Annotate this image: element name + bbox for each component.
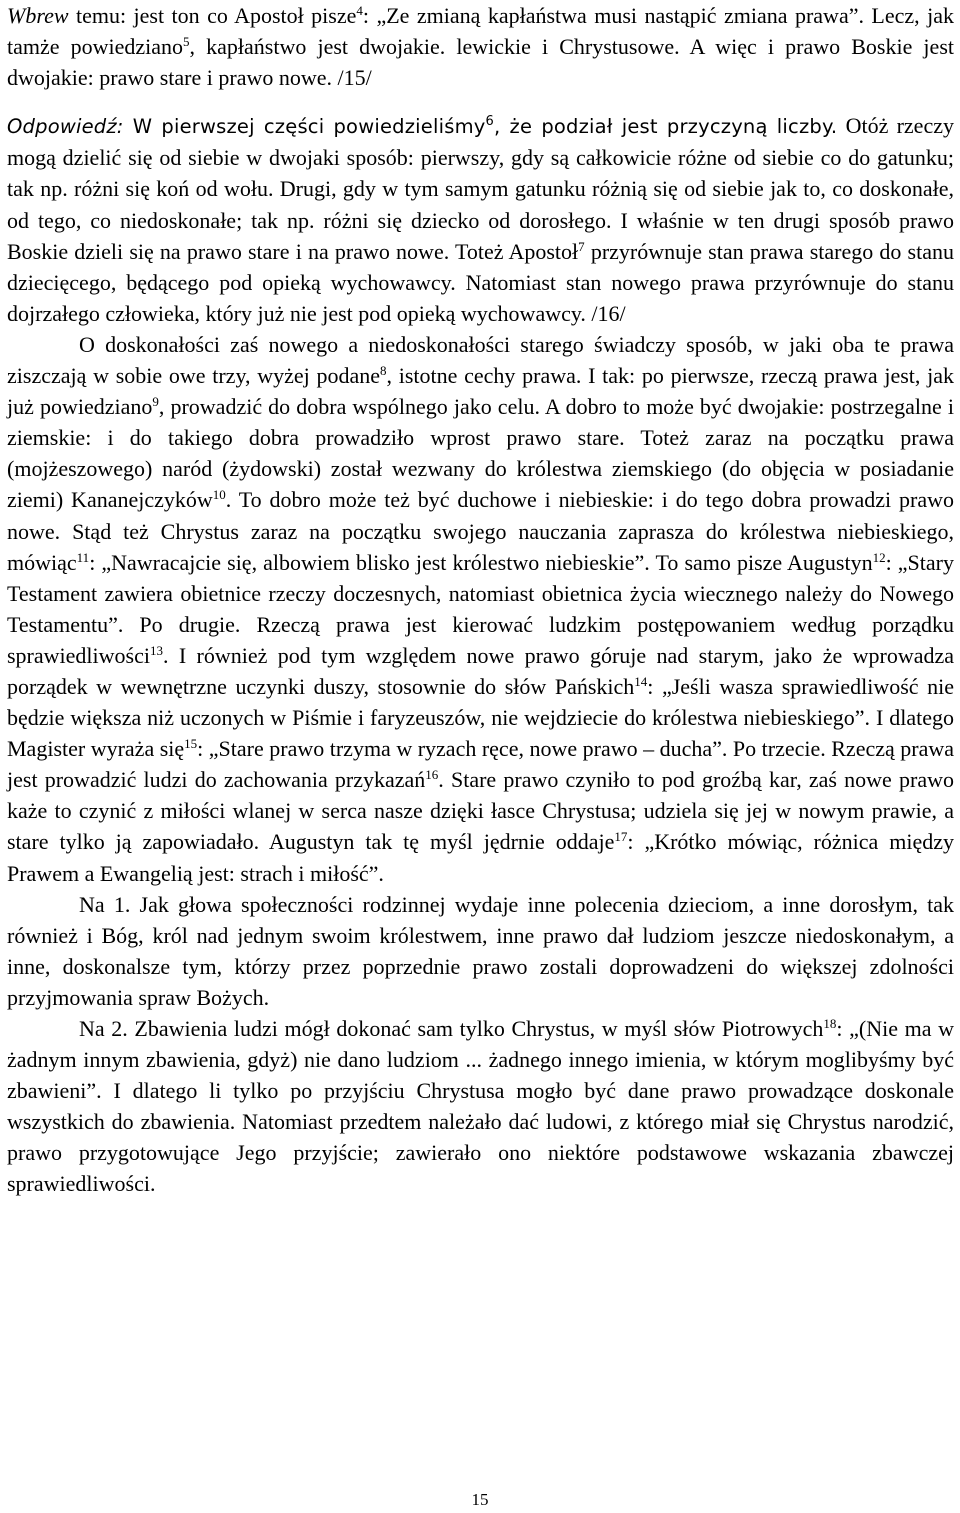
text-run: . Stare prawo czyniło to pod groźbą kar, zaś nowe prawo każe to czynić z miłości wlanej w serca nasze dzięki łasce Chrystusa; udziela się jej w nowym prawie, a stare tylko ją zapowiadało. Augustyn tak tę myśl jędrnie oddaje bbox=[7, 767, 954, 855]
text-run: O doskonałości zaś nowego a niedoskonałości starego świadczy sposób, w jaki oba te prawa ziszczają w sobie owe trzy, wyżej podane bbox=[7, 331, 954, 389]
paragraph-perfection bbox=[7, 329, 954, 889]
text-run: , że podział jest przyczyną liczby. bbox=[494, 115, 838, 139]
footnote-ref: 6 bbox=[485, 114, 494, 130]
text-run: : „Krótko mówiąc, różnica między Prawem a Ewangelią jest: strach i miłość”. bbox=[7, 829, 954, 886]
text-run: W pierwszej części powiedzieliśmy bbox=[123, 115, 486, 139]
text-run: Na 2. Zbawienia ludzi mógł dokonać sam tylko Chrystus, w myśl słów Piotrowych bbox=[79, 1016, 824, 1041]
footnote-ref: 5 bbox=[183, 34, 190, 50]
footnote-ref: 13 bbox=[149, 642, 163, 658]
text-run: Toteż Apostoł bbox=[449, 238, 579, 264]
document-body bbox=[7, 0, 954, 1200]
text-run: , prowadzić do dobra wspólnego jako celu. A dobro to może być dwojakie: postrzegalne i ziemskie: i do takiego dobra prowadziło wprost prawo stare. Toteż zaraz na początku prawa (mojżeszowego) naród (żydowski) został wezwany do królestwa ziemskiego (do objęcia w posiadanie ziemi) Kananejczyków bbox=[7, 394, 954, 513]
footnote-ref: 11 bbox=[76, 549, 90, 565]
text-run: temu: jest ton co Apostoł pisze bbox=[68, 3, 357, 28]
text-run: przyrównuje stan prawa starego do stanu dziecięcego, będącego pod opieką wychowawcy. Natomiast stan nowego prawa przyrównuje do stanu dojrzałego człowieka, który już nie jest pod opieką wychowawcy. /16/ bbox=[7, 238, 954, 326]
footnote-ref: 8 bbox=[380, 363, 387, 379]
footnote-ref: 18 bbox=[823, 1016, 837, 1031]
footnote-ref: 7 bbox=[578, 238, 585, 254]
text-run: : „Stary Testament zawiera obietnice rzeczy doczesnych, natomiast obietnica życia wiecznego należy do Nowego Testamentu”. Po drugie. Rzeczą prawa jest kierować ludzkim postępowaniem według porządku sprawiedliwości bbox=[7, 549, 954, 668]
paragraph-reply-1 bbox=[7, 889, 954, 1013]
footnote-ref: 16 bbox=[425, 767, 439, 783]
footnote-ref: 14 bbox=[634, 673, 648, 689]
footnote-ref: 10 bbox=[212, 487, 226, 503]
text-run: : „Jeśli wasza sprawiedliwość nie będzie większa niż uczonych w Piśmie i faryzeuszów, nie wejdziecie do królestwa niebieskiego”. I dlatego Magister wyraża się bbox=[7, 673, 954, 762]
text-run: . To dobro może też być duchowe i niebieskie: i do tego dobra prowadzi prawo nowe. Stąd też Chrystus zaraz na początku swojego nauczania zaprasza do królestwa niebieskiego, mówiąc bbox=[7, 487, 954, 575]
emphasis: Odpowiedź: bbox=[7, 115, 124, 139]
text-run: : „Nawracajcie się, albowiem blisko jest królestwo niebieskie”. To samo pisze Augustyn bbox=[89, 549, 873, 575]
page-number: 15 bbox=[471, 1490, 489, 1509]
paragraph-answer bbox=[7, 110, 954, 329]
paragraph-reply-2 bbox=[7, 1013, 954, 1200]
text-run: . I również pod tym względem nowe prawo góruje nad starym, jako że wprowadza porządek w wewnętrzne uczynki duszy, stosownie do słów Pańskich bbox=[7, 642, 954, 699]
text-run: Otóż rzeczy mogą dzielić się od siebie w dwojaki sposób: pierwszy, gdy są całkowicie różne od siebie co do gatunku; tak np. różni się koń od wołu. Drugi, gdy w tym samym gatunku różnią się od siebie jak to, co doskonałe, od tego, co niedoskonałe; tak np. różni się dziecko od dorosłego. I właśnie w ten drugi sposób prawo Boskie dzieli się na prawo stare i na prawo nowe. bbox=[7, 113, 954, 264]
paragraph-gap bbox=[7, 93, 954, 110]
text-run: : „Stare prawo trzyma w ryzach ręce, nowe prawo – ducha”. Po trzecie. Rzeczą prawa jest prowadzić ludzi do zachowania przykazań bbox=[7, 736, 955, 793]
answer-lead bbox=[7, 115, 837, 138]
emphasis: Wbrew bbox=[7, 3, 69, 28]
text-run: : „(Nie ma w żadnym innym zbawienia, gdyż) nie dano ludziom ... żadnego innego imienia, w którym moglibyśmy być zbawieni”. I dlatego li tylko po przyjściu Chrystusa mogło być dane prawo prowadzące doskonale wszystkich do zbawienia. Natomiast przedtem należało dać ludowi, z którego miał się Chrystus narodzić, prawo przygotowujące Jego przyjście; zawierało ono niektóre podstawowe wskazania zbawczej sprawiedliwości. bbox=[7, 1016, 954, 1197]
text-run: , kapłaństwo jest dwojakie. lewickie i Chrystusowe. A więc i prawo Boskie jest dwojakie: prawo stare i prawo nowe. /15/ bbox=[7, 34, 954, 91]
paragraph-objection bbox=[7, 0, 954, 93]
footnote-ref: 15 bbox=[184, 736, 198, 752]
text-run: Na 1. Jak głowa społeczności rodzinnej wydaje inne polecenia dzieciom, a inne dorosłym, tak również i Bóg, król nad jednym swoim królestwem, inne prawo dał ludziom jeszcze niedoskonałym, a inne, doskonalsze tym, którzy przez poprzednie prawo zostali doprowadzeni do większej zdolności przyjmowania spraw Bożych. bbox=[7, 891, 954, 1010]
footnote-ref: 9 bbox=[152, 394, 159, 410]
footnote-ref: 12 bbox=[872, 549, 886, 565]
footnote-ref: 17 bbox=[614, 829, 628, 845]
text-run: : „Ze zmianą kapłaństwa musi nastąpić zmiana prawa”. Lecz, jak tamże powiedziano bbox=[7, 3, 954, 60]
text-run: , istotne cechy prawa. I tak: po pierwsze, rzeczą prawa jest, jak już powiedziano bbox=[7, 363, 954, 420]
footnote-ref: 4 bbox=[356, 3, 363, 18]
